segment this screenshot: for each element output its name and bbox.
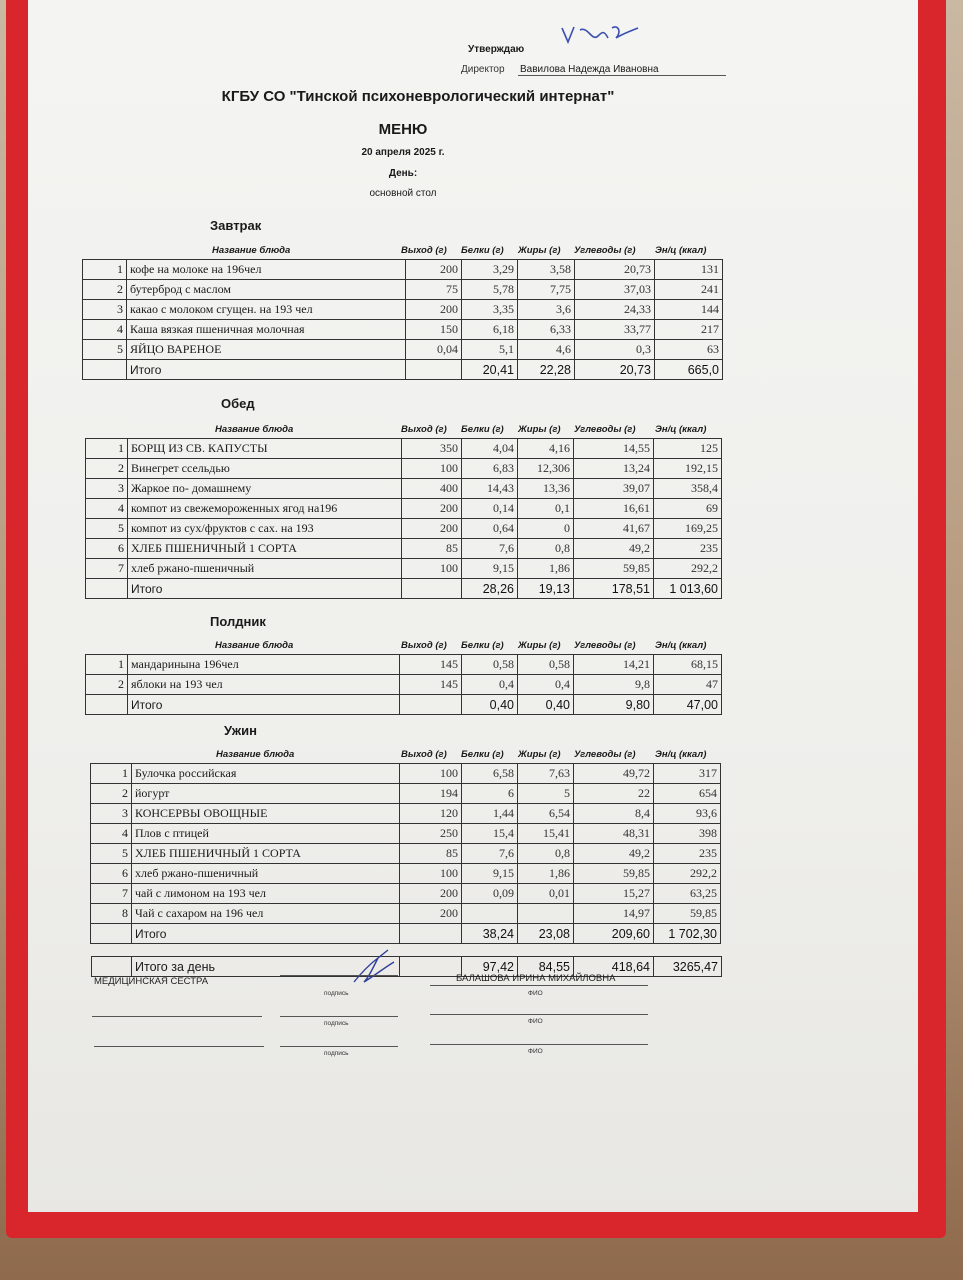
director-label: Директор [461,64,505,75]
yield-cell: 400 [402,479,462,499]
row-index: 2 [86,459,128,479]
row-index: 6 [91,864,132,884]
col-name: Название блюда [215,640,294,651]
yield-cell: 100 [400,764,462,784]
protein-cell: 6,58 [462,764,518,784]
col-yield: Выход (г) [401,424,447,435]
col-carbs: Углеводы (г) [574,640,636,651]
energy-cell: 169,25 [654,519,722,539]
energy-cell: 131 [655,260,723,280]
total-fat: 0,40 [518,695,574,715]
protein-cell: 5,1 [462,340,518,360]
fat-cell: 0 [518,519,574,539]
carbs-cell: 0,3 [575,340,655,360]
yield-cell: 200 [400,884,462,904]
carbs-cell: 48,31 [574,824,654,844]
signature-caption: подпись [324,1020,349,1027]
protein-cell: 5,78 [462,280,518,300]
dish-name: Винегрет ссельдью [128,459,402,479]
total-fat: 19,13 [518,579,574,599]
total-row [86,579,722,599]
breakfast-table [82,259,723,380]
carbs-cell: 16,61 [574,499,654,519]
energy-cell: 241 [655,280,723,300]
section-title-breakfast: Завтрак [210,218,262,233]
total-protein: 28,26 [462,579,518,599]
dish-name: ЯЙЦО ВАРЕНОЕ [127,340,406,360]
energy-cell: 235 [654,539,722,559]
dish-name: яблоки на 193 чел [128,675,400,695]
table-row [91,844,721,864]
total-protein: 38,24 [462,924,518,944]
total-row [86,695,722,715]
col-name: Название блюда [215,424,294,435]
nurse-label: МЕДИЦИНСКАЯ СЕСТРА [94,976,209,987]
protein-cell: 4,04 [462,439,518,459]
protein-cell: 7,6 [462,539,518,559]
yield-cell: 200 [402,499,462,519]
row-index: 8 [91,904,132,924]
section-title-lunch: Обед [221,396,255,411]
carbs-cell: 59,85 [574,559,654,579]
row-index: 6 [86,539,128,559]
protein-cell: 9,15 [462,864,518,884]
row-index: 7 [91,884,132,904]
day-total-label: Итого за день [132,957,400,977]
col-protein: Белки (г) [461,245,504,256]
carbs-cell: 37,03 [575,280,655,300]
total-row [83,360,723,380]
protein-cell: 0,4 [462,675,518,695]
col-energy: Эн/ц (ккал) [655,424,707,435]
dish-name: компот из сух/фруктов с сах. на 193 [128,519,402,539]
day-total-protein: 97,42 [462,957,518,977]
yield-cell: 200 [406,300,462,320]
energy-cell: 192,15 [654,459,722,479]
snack-table [85,654,722,715]
carbs-cell: 20,73 [575,260,655,280]
energy-cell: 292,2 [654,864,721,884]
yield-cell: 120 [400,804,462,824]
fio-line [430,985,648,986]
carbs-cell: 41,67 [574,519,654,539]
dish-name: Жаркое по- домашнему [128,479,402,499]
protein-cell: 6,83 [462,459,518,479]
carbs-cell: 13,24 [574,459,654,479]
col-fat: Жиры (г) [518,245,561,256]
yield-cell: 100 [402,459,462,479]
yield-cell: 200 [402,519,462,539]
protein-cell [462,904,518,924]
fat-cell: 0,8 [518,844,574,864]
col-yield: Выход (г) [401,640,447,651]
protein-cell: 0,09 [462,884,518,904]
fio-line [430,1044,648,1045]
protein-cell: 3,29 [462,260,518,280]
menu-title: МЕНЮ [378,121,428,138]
col-name: Название блюда [216,749,295,760]
column-headers-lunch [28,424,918,436]
row-index: 3 [83,300,127,320]
fat-cell: 13,36 [518,479,574,499]
dish-name: Булочка российская [132,764,400,784]
col-energy: Эн/ц (ккал) [655,245,707,256]
fat-cell: 0,58 [518,655,574,675]
section-title-dinner: Ужин [224,723,257,738]
table-row [86,655,722,675]
red-frame [6,0,946,1238]
fat-cell: 3,6 [518,300,575,320]
carbs-cell: 14,97 [574,904,654,924]
yield-cell: 250 [400,824,462,844]
row-index: 1 [83,260,127,280]
row-index: 4 [83,320,127,340]
energy-cell: 217 [655,320,723,340]
yield-cell: 200 [406,260,462,280]
protein-cell: 7,6 [462,844,518,864]
protein-cell: 0,58 [462,655,518,675]
table-row [86,675,722,695]
row-index: 5 [91,844,132,864]
director-name: Вавилова Надежда Ивановна [518,64,726,76]
carbs-cell: 14,55 [574,439,654,459]
approval-signature [558,22,648,58]
yield-cell: 150 [406,320,462,340]
menu-sheet [28,0,918,1212]
protein-cell: 0,64 [462,519,518,539]
row-index: 2 [83,280,127,300]
table-row [83,300,723,320]
fat-cell: 0,1 [518,499,574,519]
table-row [83,320,723,340]
day-total-energy: 3265,47 [654,957,722,977]
table-row [86,519,722,539]
protein-cell: 9,15 [462,559,518,579]
dish-name: хлеб ржано-пшеничный [128,559,402,579]
table-row [83,260,723,280]
carbs-cell: 49,2 [574,539,654,559]
col-yield: Выход (г) [401,245,447,256]
yield-cell: 85 [402,539,462,559]
total-label: Итого [128,695,400,715]
col-carbs: Углеводы (г) [574,245,636,256]
col-energy: Эн/ц (ккал) [655,640,707,651]
col-protein: Белки (г) [461,749,504,760]
total-protein: 20,41 [462,360,518,380]
nurse-name: БАЛАШОВА ИРИНА МИХАЙЛОВНА [456,973,616,984]
energy-cell: 654 [654,784,721,804]
fat-cell: 7,63 [518,764,574,784]
fat-cell [518,904,574,924]
col-yield: Выход (г) [401,749,447,760]
col-fat: Жиры (г) [518,424,561,435]
fat-cell: 7,75 [518,280,575,300]
fio-line [430,1014,648,1015]
fat-cell: 4,6 [518,340,575,360]
protein-cell: 1,44 [462,804,518,824]
yield-cell: 200 [400,904,462,924]
signature-caption: подпись [324,990,349,997]
protein-cell: 3,35 [462,300,518,320]
table-row [91,864,721,884]
yield-cell: 100 [400,864,462,884]
menu-date: 20 апреля 2025 г. [361,147,445,158]
total-energy: 47,00 [654,695,722,715]
carbs-cell: 59,85 [574,864,654,884]
yield-cell: 100 [402,559,462,579]
table-row [86,479,722,499]
day-total-fat: 84,55 [518,957,574,977]
total-carbs: 9,80 [574,695,654,715]
table-row [86,559,722,579]
energy-cell: 59,85 [654,904,721,924]
dish-name: Каша вязкая пшеничная молочная [127,320,406,340]
dish-name: Чай с сахаром на 196 чел [132,904,400,924]
row-index: 3 [91,804,132,824]
fat-cell: 0,01 [518,884,574,904]
yield-cell: 85 [400,844,462,864]
row-index: 1 [91,764,132,784]
fat-cell: 0,8 [518,539,574,559]
row-index: 7 [86,559,128,579]
approve-label: Утверждаю [468,44,525,55]
fat-cell: 1,86 [518,864,574,884]
position-line [94,1046,264,1047]
yield-cell: 75 [406,280,462,300]
total-energy: 1 013,60 [654,579,722,599]
fio-caption: ФИО [528,1048,543,1055]
dish-name: чай с лимоном на 193 чел [132,884,400,904]
protein-cell: 14,43 [462,479,518,499]
col-energy: Эн/ц (ккал) [655,749,707,760]
carbs-cell: 39,07 [574,479,654,499]
carbs-cell: 22 [574,784,654,804]
table-row [83,280,723,300]
fat-cell: 1,86 [518,559,574,579]
table-row [86,459,722,479]
fat-cell: 5 [518,784,574,804]
fat-cell: 6,54 [518,804,574,824]
col-name: Название блюда [212,245,291,256]
total-protein: 0,40 [462,695,518,715]
total-energy: 1 702,30 [654,924,721,944]
yield-cell: 145 [400,655,462,675]
organization-title: КГБУ СО "Тинской психоневрологический интернат" [221,88,615,105]
protein-cell: 6 [462,784,518,804]
dish-name: ХЛЕБ ПШЕНИЧНЫЙ 1 СОРТА [132,844,400,864]
row-index: 5 [83,340,127,360]
dish-name: ХЛЕБ ПШЕНИЧНЫЙ 1 СОРТА [128,539,402,559]
table-row [91,764,721,784]
signature-line [280,1016,398,1017]
protein-cell: 15,4 [462,824,518,844]
table-row [86,539,722,559]
day-total-carbs: 418,64 [574,957,654,977]
dish-name: компот из свежемороженных ягод на196 [128,499,402,519]
energy-cell: 292,2 [654,559,722,579]
dish-name: мандаринына 196чел [128,655,400,675]
carbs-cell: 15,27 [574,884,654,904]
energy-cell: 235 [654,844,721,864]
yield-cell: 0,04 [406,340,462,360]
energy-cell: 47 [654,675,722,695]
column-headers-breakfast [28,245,918,257]
nurse-signature [348,948,418,993]
total-label: Итого [132,924,400,944]
carbs-cell: 24,33 [575,300,655,320]
column-headers-dinner [28,749,918,761]
col-carbs: Углеводы (г) [574,749,636,760]
col-carbs: Углеводы (г) [574,424,636,435]
energy-cell: 68,15 [654,655,722,675]
carbs-cell: 49,72 [574,764,654,784]
energy-cell: 125 [654,439,722,459]
signature-caption: подпись [324,1050,349,1057]
total-label: Итого [128,579,402,599]
row-index: 4 [86,499,128,519]
fat-cell: 3,58 [518,260,575,280]
dish-name: БОРЩ ИЗ СВ. КАПУСТЫ [128,439,402,459]
table-row [83,340,723,360]
energy-cell: 358,4 [654,479,722,499]
table-row [91,804,721,824]
row-index: 2 [86,675,128,695]
table-row [91,904,721,924]
row-index: 5 [86,519,128,539]
total-fat: 22,28 [518,360,575,380]
yield-cell: 194 [400,784,462,804]
lunch-table [85,438,722,599]
col-fat: Жиры (г) [518,749,561,760]
energy-cell: 93,6 [654,804,721,824]
fio-caption: ФИО [528,1018,543,1025]
energy-cell: 144 [655,300,723,320]
table-row [91,884,721,904]
dish-name: Плов с птицей [132,824,400,844]
row-index: 2 [91,784,132,804]
table-type: основной стол [369,188,437,199]
fat-cell: 4,16 [518,439,574,459]
protein-cell: 0,14 [462,499,518,519]
energy-cell: 317 [654,764,721,784]
dish-name: КОНСЕРВЫ ОВОЩНЫЕ [132,804,400,824]
signature-line [280,1046,398,1047]
fat-cell: 15,41 [518,824,574,844]
energy-cell: 63,25 [654,884,721,904]
table-row [86,439,722,459]
carbs-cell: 33,77 [575,320,655,340]
dish-name: йогурт [132,784,400,804]
dish-name: какао с молоком сгущен. на 193 чел [127,300,406,320]
total-carbs: 20,73 [575,360,655,380]
energy-cell: 69 [654,499,722,519]
section-title-snack: Полдник [210,614,266,629]
carbs-cell: 8,4 [574,804,654,824]
table-row [91,784,721,804]
total-label: Итого [127,360,406,380]
row-index: 1 [86,655,128,675]
fio-caption: ФИО [528,990,543,997]
dish-name: бутерброд с маслом [127,280,406,300]
total-energy: 665,0 [655,360,723,380]
position-line [92,1016,262,1017]
total-row [91,924,721,944]
total-fat: 23,08 [518,924,574,944]
column-headers-snack [28,640,918,652]
protein-cell: 6,18 [462,320,518,340]
col-fat: Жиры (г) [518,640,561,651]
dish-name: хлеб ржано-пшеничный [132,864,400,884]
dinner-table [90,763,721,944]
day-label: День: [388,168,418,179]
energy-cell: 398 [654,824,721,844]
row-index: 3 [86,479,128,499]
row-index: 1 [86,439,128,459]
energy-cell: 63 [655,340,723,360]
carbs-cell: 9,8 [574,675,654,695]
total-carbs: 178,51 [574,579,654,599]
fat-cell: 12,306 [518,459,574,479]
fat-cell: 6,33 [518,320,575,340]
yield-cell: 350 [402,439,462,459]
col-protein: Белки (г) [461,640,504,651]
table-row [91,824,721,844]
total-carbs: 209,60 [574,924,654,944]
yield-cell: 145 [400,675,462,695]
carbs-cell: 14,21 [574,655,654,675]
signature-line [280,975,398,976]
carbs-cell: 49,2 [574,844,654,864]
fat-cell: 0,4 [518,675,574,695]
row-index: 4 [91,824,132,844]
dish-name: кофе на молоке на 196чел [127,260,406,280]
col-protein: Белки (г) [461,424,504,435]
table-row [86,499,722,519]
